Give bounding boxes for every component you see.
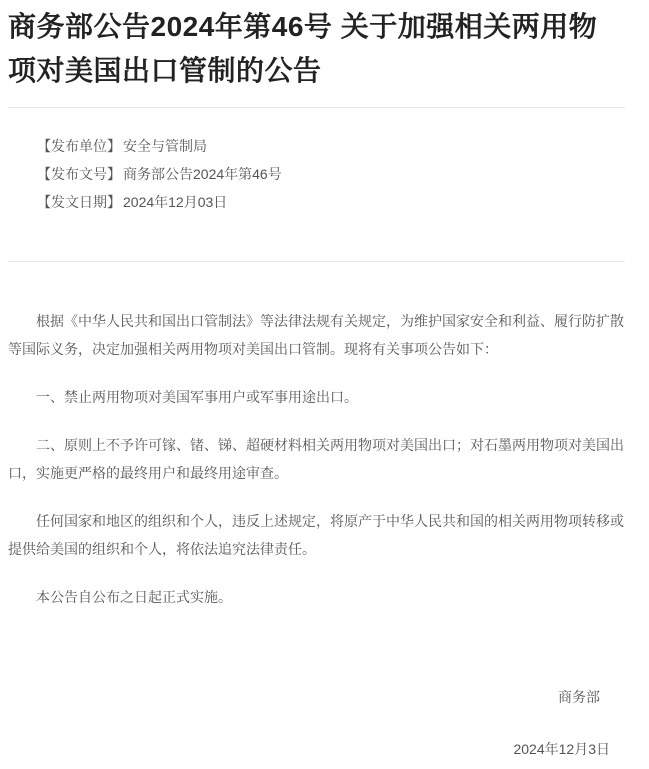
paragraph: 任何国家和地区的组织和个人，违反上述规定，将原产于中华人民共和国的相关两用物项转移或提供给美国的组织和个人，将依法追究法律责任。 [8, 513, 624, 557]
signature-date: 2024年12月3日 [513, 741, 610, 757]
meta-label: 【发布文号】 [37, 166, 121, 182]
meta-item-issue-date [37, 188, 625, 216]
meta-item-issuing-unit [37, 132, 625, 160]
meta-item-document-number [37, 160, 625, 188]
paragraph: 根据《中华人民共和国出口管制法》等法律法规有关规定，为维护国家安全和利益、履行防扩散等国际义务，决定加强相关两用物项对美国出口管制。现将有关事项公告如下： [8, 313, 624, 357]
meta-label: 【发布单位】 [37, 138, 121, 154]
paragraph: 二、原则上不予许可镓、锗、锑、超硬材料相关两用物项对美国出口；对石墨两用物项对美国出口，实施更严格的最终用户和最终用途审查。 [8, 437, 624, 481]
page-title: 商务部公告2024年第46号 关于加强相关两用物项对美国出口管制的公告 [8, 11, 598, 86]
signature-name: 商务部 [558, 689, 600, 705]
paragraph: 本公告自公布之日起正式实施。 [36, 589, 232, 605]
document-meta [37, 132, 625, 216]
divider [8, 261, 625, 262]
document-body [8, 307, 625, 763]
meta-value: 2024年12月03日 [123, 194, 228, 210]
meta-label: 【发文日期】 [37, 194, 121, 210]
paragraph: 一、禁止两用物项对美国军事用户或军事用途出口。 [36, 389, 358, 405]
meta-value: 安全与管制局 [123, 138, 207, 154]
divider [8, 107, 625, 108]
meta-value: 商务部公告2024年第46号 [123, 166, 282, 182]
